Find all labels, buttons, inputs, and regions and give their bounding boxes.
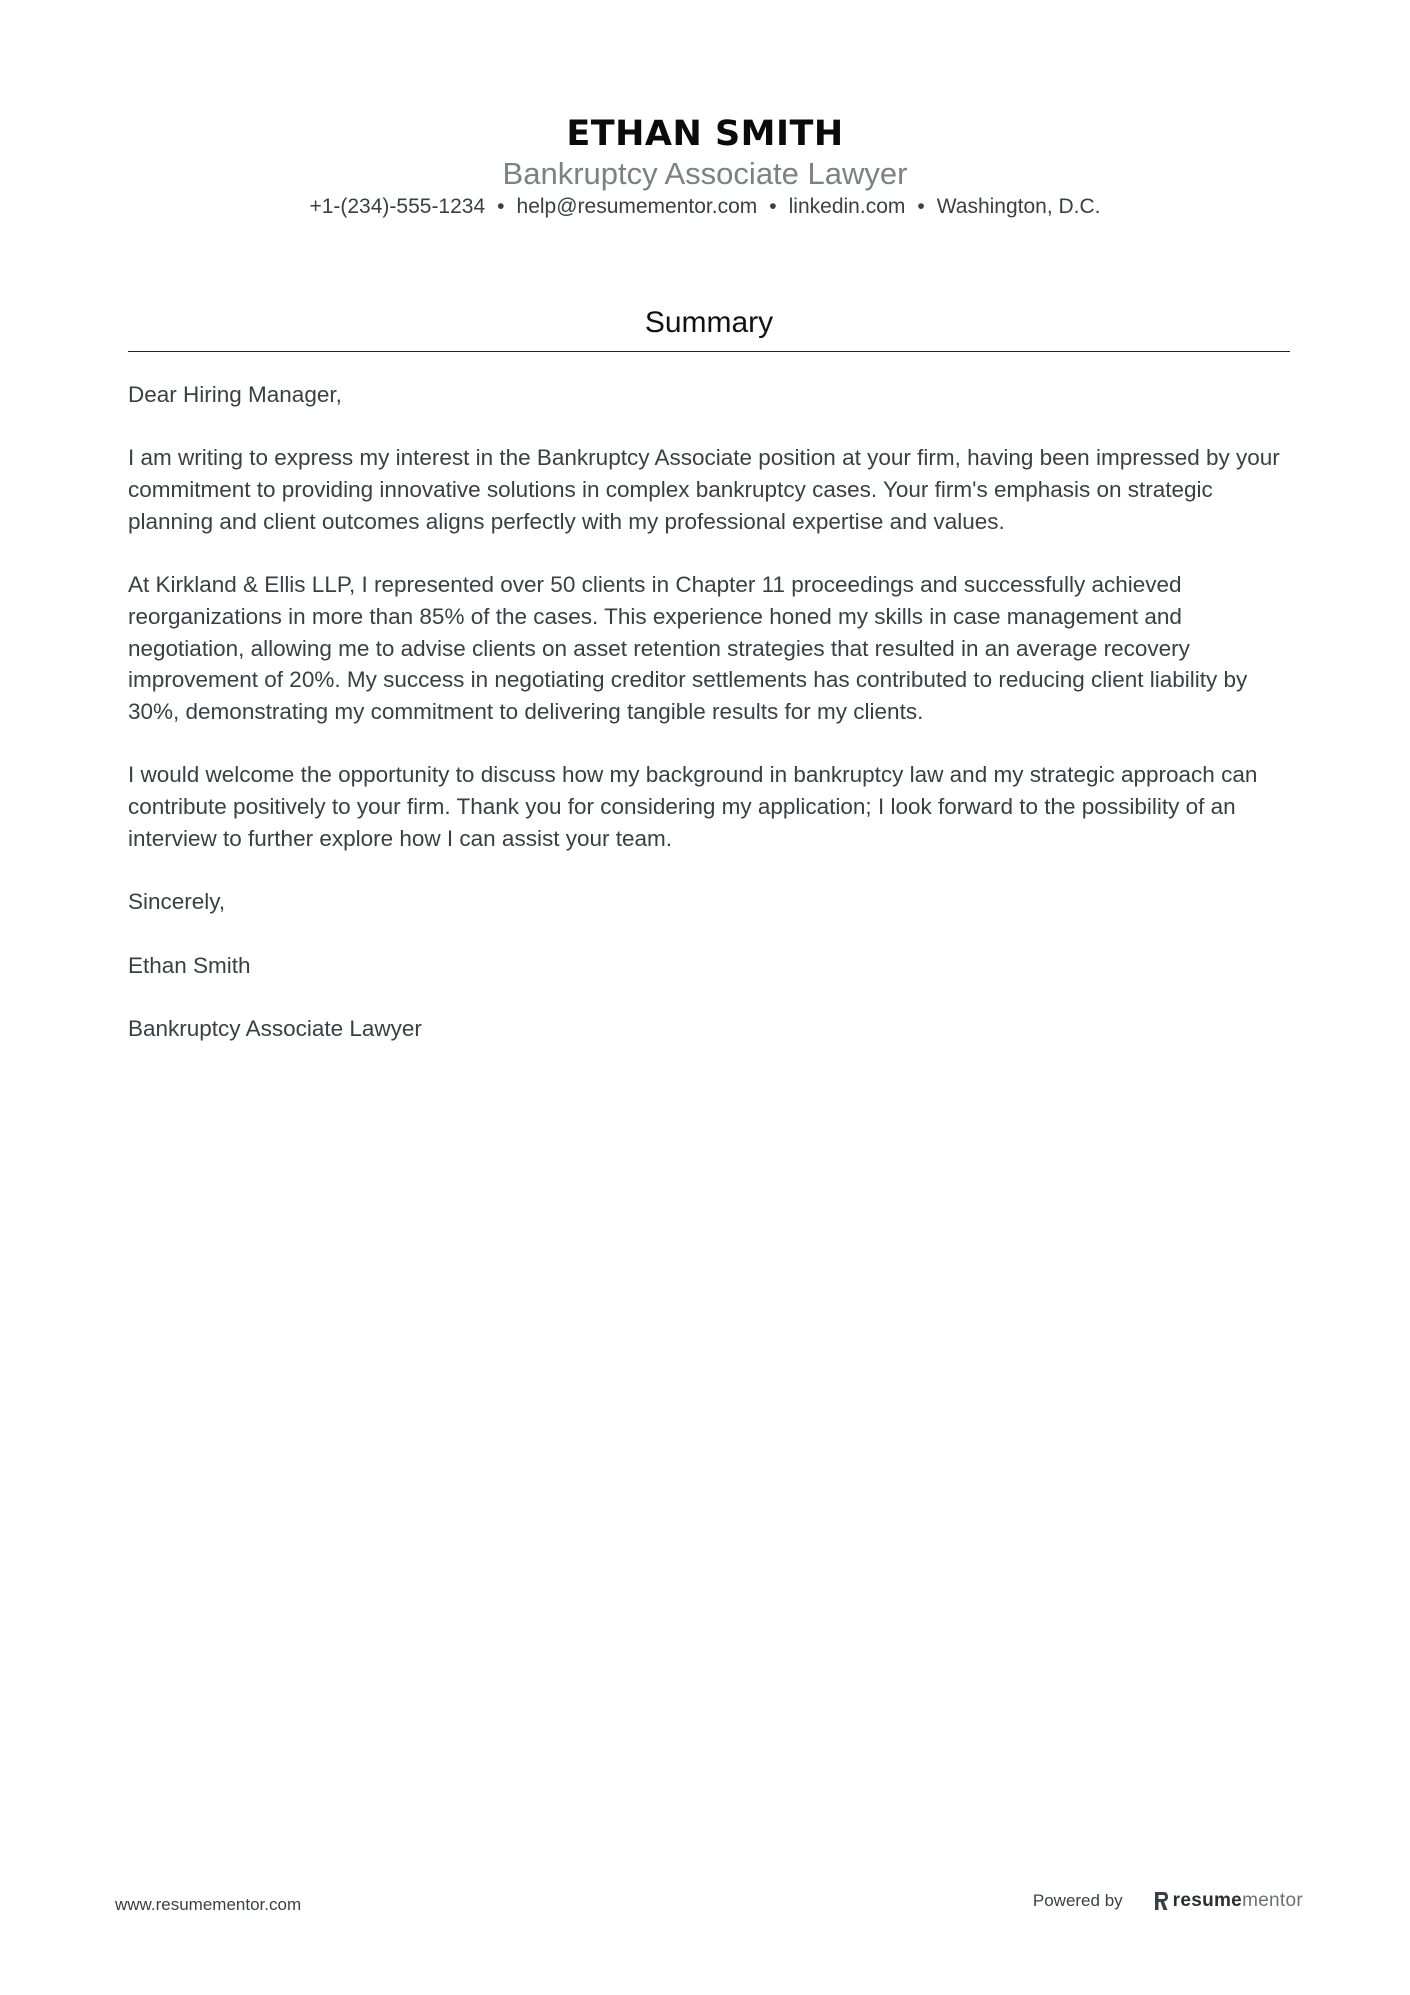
- candidate-name: ETHAN SMITH: [566, 114, 844, 154]
- contact-separator: •: [769, 195, 777, 218]
- contact-line: [0, 192, 1410, 222]
- letter-paragraph: I am writing to express my interest in the Bankruptcy Associate position at your firm, having been impressed by your commitment to providing innovative solutions in complex bankruptcy cases. Your firm's emphasis on strategic planning and client outcomes aligns perfectly with my professional expertise and values.: [128, 445, 1280, 534]
- letter-paragraph: At Kirkland & Ellis LLP, I represented over 50 clients in Chapter 11 proceedings and successfully achieved reorganizations in more than 85% of the cases. This experience honed my skills in case management and negotiation, allowing me to advise clients on asset retention strategies that resulted in an average recovery improvement of 20%. My success in negotiating creditor settlements has contributed to reducing client liability by 30%, demonstrating my commitment to delivering tangible results for my clients.: [128, 572, 1248, 724]
- brand-wordmark-light: mentor: [1242, 1890, 1303, 1911]
- contact-linkedin: linkedin.com: [788, 195, 906, 218]
- contact-separator: •: [497, 195, 505, 218]
- contact-phone: +1-(234)-555-1234: [309, 195, 486, 218]
- powered-by-label: Powered by: [1032, 1891, 1123, 1910]
- contact-separator: •: [917, 195, 925, 218]
- letter-closing: Sincerely,: [128, 889, 226, 915]
- candidate-role: Bankruptcy Associate Lawyer: [502, 156, 908, 191]
- brand-wordmark: [1173, 1890, 1303, 1912]
- contact-location: Washington, D.C.: [936, 195, 1101, 218]
- footer-website: www.resumementor.com: [115, 1895, 302, 1914]
- letter-paragraph: I would welcome the opportunity to discuss how my background in bankruptcy law and my strategic approach can contribute positively to your firm. Thank you for considering my application; I look forward to the possibility of an interview to further explore how I can assist your team.: [128, 762, 1258, 851]
- letter-body: [128, 379, 1290, 1076]
- resumementor-logo-icon: [1153, 1890, 1169, 1912]
- signature-name: Ethan Smith: [128, 952, 251, 978]
- brand-logo: [1153, 1890, 1303, 1912]
- contact-email: help@resumementor.com: [516, 195, 758, 218]
- signature-title: Bankruptcy Associate Lawyer: [128, 1015, 422, 1041]
- section-divider: [128, 351, 1290, 352]
- brand-wordmark-bold: resume: [1172, 1890, 1243, 1911]
- header: [0, 112, 1410, 222]
- footer-branding: [1033, 1890, 1303, 1912]
- letter-greeting: Dear Hiring Manager,: [128, 382, 342, 407]
- section-title: Summary: [644, 306, 774, 339]
